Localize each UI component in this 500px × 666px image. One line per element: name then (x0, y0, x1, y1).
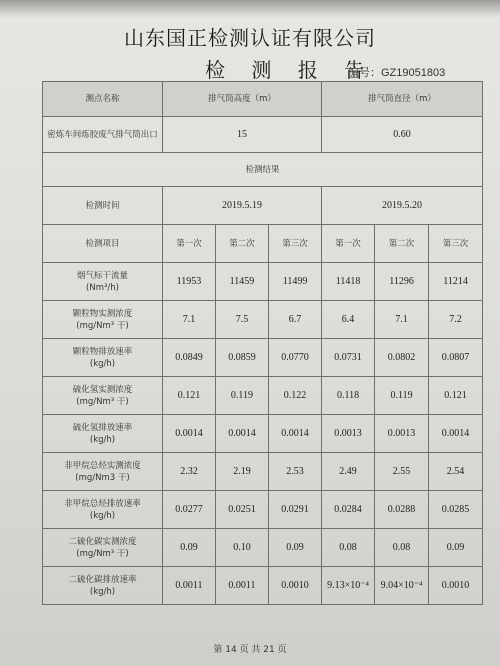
run-cell: 第三次 (269, 225, 322, 263)
measurement-value: 0.121 (429, 377, 483, 415)
measurement-value: 2.19 (216, 453, 269, 491)
measurement-unit: (kg/h) (89, 358, 116, 369)
info-header-cell: 排气筒直径（m） (322, 82, 483, 117)
measurement-value: 0.0014 (216, 415, 269, 453)
measurement-value: 0.0807 (429, 339, 483, 377)
date-cell: 2019.5.20 (322, 187, 483, 225)
measurement-label (43, 377, 163, 415)
run-row (43, 225, 483, 263)
measurement-label (43, 491, 163, 529)
measurement-value: 0.0802 (375, 339, 429, 377)
measurement-value: 0.0013 (375, 415, 429, 453)
measurement-value: 7.1 (375, 301, 429, 339)
measurement-value: 0.0011 (216, 567, 269, 605)
date-cell: 2019.5.19 (163, 187, 322, 225)
measurement-value: 2.54 (429, 453, 483, 491)
measurement-name: 烟气标干流量 (76, 270, 128, 281)
measurement-value: 0.0288 (375, 491, 429, 529)
measurement-value: 0.08 (322, 529, 375, 567)
measurement-value: 6.4 (322, 301, 375, 339)
measurement-label (43, 339, 163, 377)
measurement-value: 0.121 (163, 377, 216, 415)
measurement-value: 0.119 (216, 377, 269, 415)
measurement-unit: (kg/h) (89, 586, 116, 597)
measurement-row (43, 529, 483, 567)
measurement-value: 11459 (216, 263, 269, 301)
measurement-name: 二硫化碳排放速率 (68, 574, 137, 585)
measurement-value: 0.09 (429, 529, 483, 567)
measurement-value: 6.7 (269, 301, 322, 339)
report-number: 编号：GZ19051803 (348, 67, 446, 79)
info-value-cell: 15 (163, 117, 322, 153)
measurement-value: 0.08 (375, 529, 429, 567)
measurement-unit: (Nm³/h) (86, 282, 119, 293)
measurement-row (43, 491, 483, 529)
measurement-value: 0.0014 (429, 415, 483, 453)
measurement-name: 颗粒物排放速率 (72, 346, 133, 357)
measurement-name: 颗粒物实测浓度 (72, 308, 133, 319)
results-title-row (43, 153, 483, 187)
measurement-value: 0.0731 (322, 339, 375, 377)
measurement-value: 0.0770 (269, 339, 322, 377)
results-title: 检测结果 (43, 153, 483, 187)
measurement-value: 0.0285 (429, 491, 483, 529)
info-value-cell: 密炼车间炼胶废气排气筒出口 (43, 117, 163, 153)
date-row (43, 187, 483, 225)
measurement-unit: (mg/Nm³ 干) (76, 396, 129, 407)
measurement-name: 硫化氢排放速率 (72, 422, 133, 433)
measurement-unit: (mg/Nm3 干) (75, 472, 130, 483)
page-footer: 第 14 页 共 21 页 (213, 645, 287, 655)
measurement-value: 7.5 (216, 301, 269, 339)
measurement-label (43, 529, 163, 567)
measurement-value: 0.0014 (269, 415, 322, 453)
measurement-value: 0.0014 (163, 415, 216, 453)
item-label: 检测项目 (43, 225, 163, 263)
run-cell: 第三次 (429, 225, 483, 263)
run-cell: 第二次 (375, 225, 429, 263)
measurement-label (43, 567, 163, 605)
info-header-row (43, 82, 483, 117)
measurement-value: 0.0013 (322, 415, 375, 453)
measurement-value: 0.118 (322, 377, 375, 415)
company-name: 山东国正检测认证有限公司 (124, 26, 376, 50)
measurement-value: 0.0251 (216, 491, 269, 529)
info-value-cell: 0.60 (322, 117, 483, 153)
measurement-value: 2.53 (269, 453, 322, 491)
test-results-table (42, 81, 483, 605)
measurement-value: 0.0849 (163, 339, 216, 377)
measurement-label (43, 453, 163, 491)
measurement-value: 11214 (429, 263, 483, 301)
measurement-value: 0.0859 (216, 339, 269, 377)
measurement-name: 二硫化碳实测浓度 (68, 536, 137, 547)
measurement-name: 非甲烷总烃排放速率 (64, 498, 141, 509)
measurement-value: 0.09 (269, 529, 322, 567)
measurement-value: 9.04×10⁻⁴ (375, 567, 429, 605)
measurement-value: 0.0277 (163, 491, 216, 529)
measurement-value: 0.0010 (429, 567, 483, 605)
measurement-value: 11953 (163, 263, 216, 301)
measurement-value: 0.09 (163, 529, 216, 567)
info-value-row (43, 117, 483, 153)
time-label: 检测时间 (43, 187, 163, 225)
run-cell: 第二次 (216, 225, 269, 263)
measurement-value: 11499 (269, 263, 322, 301)
report-title: 检 测 报 告 (205, 58, 375, 82)
measurement-value: 0.0010 (269, 567, 322, 605)
measurement-value: 2.32 (163, 453, 216, 491)
measurement-label (43, 415, 163, 453)
info-header-cell: 排气筒高度（m） (163, 82, 322, 117)
measurement-row (43, 377, 483, 415)
measurement-row (43, 567, 483, 605)
measurement-value: 0.119 (375, 377, 429, 415)
measurement-value: 0.122 (269, 377, 322, 415)
measurement-value: 9.13×10⁻⁴ (322, 567, 375, 605)
measurement-label (43, 263, 163, 301)
measurement-value: 0.0011 (163, 567, 216, 605)
measurement-value: 11418 (322, 263, 375, 301)
info-header-cell: 测点名称 (43, 82, 163, 117)
measurement-name: 非甲烷总烃实测浓度 (64, 460, 141, 471)
measurement-row (43, 415, 483, 453)
measurement-value: 0.0291 (269, 491, 322, 529)
measurement-value: 0.10 (216, 529, 269, 567)
measurement-unit: (kg/h) (89, 510, 116, 521)
measurement-value: 2.49 (322, 453, 375, 491)
measurement-unit: (mg/Nm³ 干) (76, 548, 129, 559)
measurement-label (43, 301, 163, 339)
page-top-shadow (0, 0, 500, 18)
measurement-value: 7.1 (163, 301, 216, 339)
measurement-row (43, 301, 483, 339)
measurement-name: 硫化氢实测浓度 (72, 384, 133, 395)
measurement-value: 2.55 (375, 453, 429, 491)
run-cell: 第一次 (163, 225, 216, 263)
measurement-value: 7.2 (429, 301, 483, 339)
measurement-value: 11296 (375, 263, 429, 301)
measurement-row (43, 453, 483, 491)
run-cell: 第一次 (322, 225, 375, 263)
measurement-value: 0.0284 (322, 491, 375, 529)
measurement-row (43, 339, 483, 377)
measurement-unit: (kg/h) (89, 434, 116, 445)
measurement-row (43, 263, 483, 301)
measurement-unit: (mg/Nm³ 干) (76, 320, 129, 331)
